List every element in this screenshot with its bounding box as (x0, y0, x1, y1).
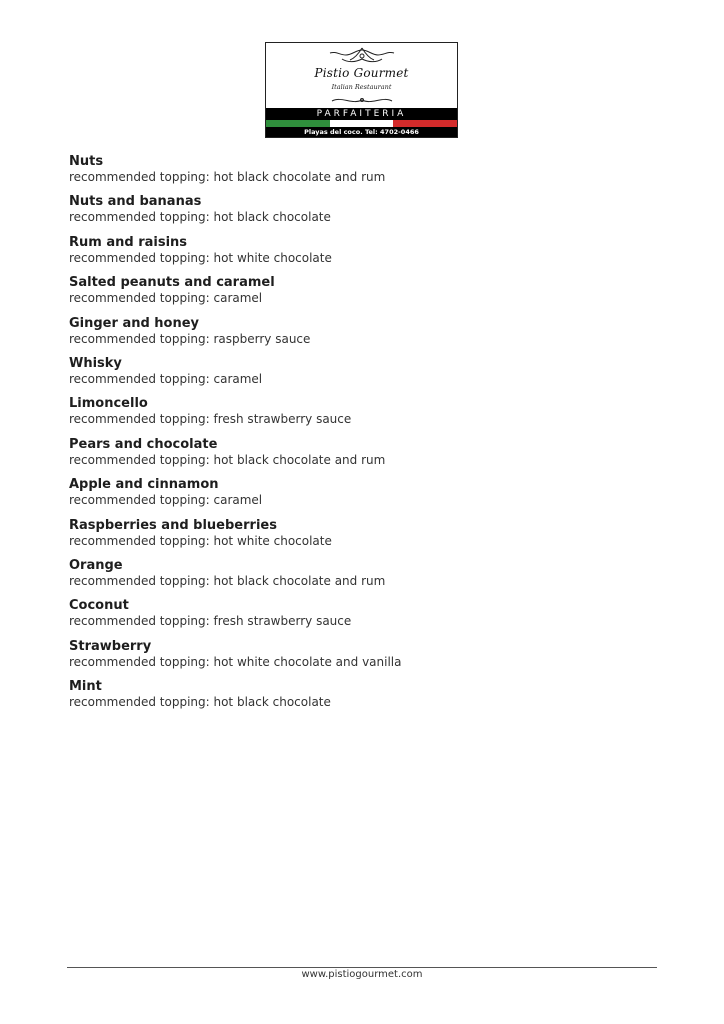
item-name: Nuts and bananas (69, 194, 202, 210)
list-item (69, 476, 669, 516)
item-name: Whisky (69, 355, 122, 371)
restaurant-logo (265, 42, 458, 138)
item-topping: recommended topping: raspberry sauce (69, 331, 311, 346)
italian-flag-stripe (266, 120, 457, 127)
list-item (69, 638, 669, 678)
item-topping: recommended topping: hot white chocolate and vanilla (69, 654, 402, 669)
item-topping: recommended topping: hot white chocolate (69, 250, 332, 265)
item-topping: recommended topping: fresh strawberry sauce (69, 614, 352, 629)
parfait-menu-list (69, 153, 669, 718)
item-name: Strawberry (69, 638, 152, 654)
ornament-bottom-icon (266, 96, 457, 106)
list-item (69, 597, 669, 637)
flag-white-band (330, 120, 394, 127)
item-name: Limoncello (69, 396, 148, 412)
list-item (69, 193, 669, 233)
item-topping: recommended topping: hot black chocolate (69, 210, 331, 225)
footer-url[interactable]: www.pistiogourmet.com (301, 969, 423, 980)
item-topping: recommended topping: hot black chocolate and rum (69, 452, 386, 467)
item-topping: recommended topping: caramel (69, 493, 263, 508)
item-name: Apple and cinnamon (69, 477, 219, 493)
item-topping: recommended topping: hot black chocolate (69, 695, 331, 710)
flag-green-band (266, 120, 330, 127)
logo-subtitle: Italian Restaurant (331, 83, 392, 91)
list-item (69, 678, 669, 718)
item-topping: recommended topping: fresh strawberry sauce (69, 412, 352, 427)
logo-contact: Playas del coco. Tel: 4702-0466 (266, 127, 457, 137)
list-item (69, 234, 669, 274)
item-name: Orange (69, 557, 123, 573)
list-item (69, 274, 669, 314)
item-name: Rum and raisins (69, 234, 188, 250)
list-item (69, 315, 669, 355)
list-item (69, 517, 669, 557)
item-topping: recommended topping: caramel (69, 371, 263, 386)
item-name: Coconut (69, 598, 129, 614)
flag-red-band (393, 120, 457, 127)
logo-banner: PARFAITERIA (266, 108, 457, 120)
ornament-top-icon (266, 47, 457, 65)
item-name: Raspberries and blueberries (69, 517, 277, 533)
list-item (69, 153, 669, 193)
item-topping: recommended topping: caramel (69, 291, 263, 306)
list-item (69, 436, 669, 476)
list-item (69, 395, 669, 435)
item-name: Mint (69, 679, 102, 695)
item-topping: recommended topping: hot black chocolate and rum (69, 573, 386, 588)
logo-name: Pistio Gourmet (314, 66, 409, 80)
item-topping: recommended topping: hot white chocolate (69, 533, 332, 548)
item-name: Pears and chocolate (69, 436, 218, 452)
item-name: Nuts (69, 154, 104, 169)
list-item (69, 557, 669, 597)
list-item (69, 355, 669, 395)
item-topping: recommended topping: hot black chocolate and rum (69, 170, 386, 184)
item-name: Salted peanuts and caramel (69, 275, 275, 291)
item-name: Ginger and honey (69, 315, 200, 331)
